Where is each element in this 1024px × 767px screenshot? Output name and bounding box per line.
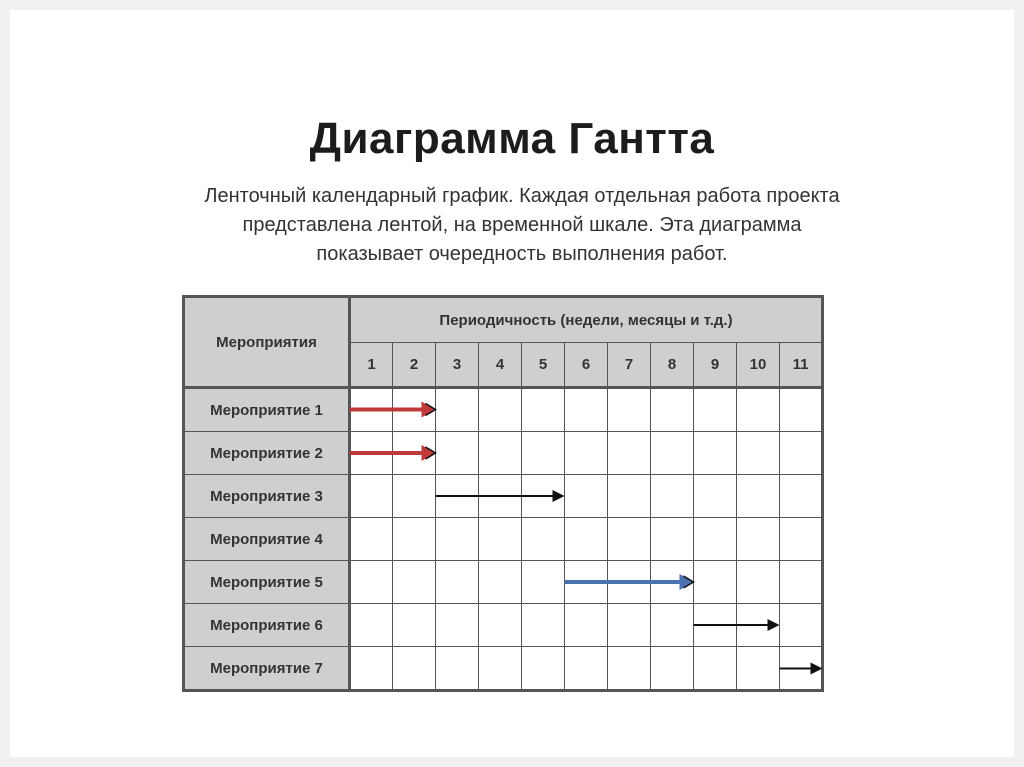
grid-cell bbox=[780, 561, 823, 604]
period-number: 10 bbox=[737, 343, 780, 388]
activity-label: Мероприятие 3 bbox=[184, 475, 350, 518]
activity-label: Мероприятие 1 bbox=[184, 388, 350, 432]
grid-cell bbox=[350, 647, 393, 691]
activity-label: Мероприятие 4 bbox=[184, 518, 350, 561]
period-number: 6 bbox=[565, 343, 608, 388]
table-row bbox=[184, 647, 823, 691]
grid-cell bbox=[350, 388, 393, 432]
grid-cell bbox=[651, 647, 694, 691]
grid-cell bbox=[479, 475, 522, 518]
grid-cell bbox=[436, 475, 479, 518]
gantt-body bbox=[184, 388, 823, 691]
subtitle-line-2: представлена лентой, на временной шкале. Эта диаграмма bbox=[242, 214, 802, 236]
table-row bbox=[184, 432, 823, 475]
period-number: 2 bbox=[393, 343, 436, 388]
grid-cell bbox=[350, 561, 393, 604]
grid-cell bbox=[780, 388, 823, 432]
table-row bbox=[184, 604, 823, 647]
grid-cell bbox=[737, 604, 780, 647]
grid-cell bbox=[737, 432, 780, 475]
grid-cell bbox=[522, 561, 565, 604]
subtitle-line-3: показывает очередность выполнения работ. bbox=[316, 243, 728, 265]
grid-cell bbox=[565, 388, 608, 432]
grid-cell bbox=[565, 604, 608, 647]
grid-cell bbox=[694, 432, 737, 475]
grid-cell bbox=[608, 561, 651, 604]
slide bbox=[10, 10, 1014, 757]
grid-cell bbox=[565, 432, 608, 475]
grid-cell bbox=[780, 647, 823, 691]
period-header: Периодичность (недели, месяцы и т.д.) bbox=[350, 297, 823, 343]
grid-cell bbox=[694, 388, 737, 432]
grid-cell bbox=[651, 604, 694, 647]
period-number: 8 bbox=[651, 343, 694, 388]
grid-cell bbox=[651, 561, 694, 604]
grid-cell bbox=[436, 518, 479, 561]
slide-title: Диаграмма Гантта bbox=[309, 114, 715, 163]
grid-cell bbox=[436, 647, 479, 691]
grid-cell bbox=[479, 388, 522, 432]
period-number: 5 bbox=[522, 343, 565, 388]
grid-cell bbox=[393, 561, 436, 604]
table-row bbox=[184, 388, 823, 432]
grid-cell bbox=[522, 604, 565, 647]
grid-cell bbox=[737, 518, 780, 561]
period-number: 11 bbox=[780, 343, 823, 388]
grid-cell bbox=[479, 647, 522, 691]
grid-cell bbox=[393, 432, 436, 475]
period-number: 7 bbox=[608, 343, 651, 388]
grid-cell bbox=[522, 388, 565, 432]
table-row bbox=[184, 475, 823, 518]
grid-cell bbox=[651, 388, 694, 432]
grid-cell bbox=[608, 604, 651, 647]
header-row bbox=[184, 297, 823, 343]
grid-cell bbox=[436, 432, 479, 475]
activity-label: Мероприятие 7 bbox=[184, 647, 350, 691]
grid-cell bbox=[651, 475, 694, 518]
grid-cell bbox=[436, 604, 479, 647]
grid-cell bbox=[694, 647, 737, 691]
grid-cell bbox=[479, 604, 522, 647]
grid-cell bbox=[780, 432, 823, 475]
grid-cell bbox=[565, 518, 608, 561]
grid-cell bbox=[436, 561, 479, 604]
grid-cell bbox=[737, 475, 780, 518]
grid-cell bbox=[565, 561, 608, 604]
grid-cell bbox=[737, 647, 780, 691]
subtitle-line-1: Ленточный календарный график. Каждая отдельная работа проекта bbox=[204, 185, 840, 207]
activity-label: Мероприятие 5 bbox=[184, 561, 350, 604]
grid-cell bbox=[393, 604, 436, 647]
grid-cell bbox=[522, 432, 565, 475]
period-number: 4 bbox=[479, 343, 522, 388]
grid-cell bbox=[565, 647, 608, 691]
grid-cell bbox=[608, 432, 651, 475]
grid-cell bbox=[608, 518, 651, 561]
grid-cell bbox=[436, 388, 479, 432]
activity-label: Мероприятие 6 bbox=[184, 604, 350, 647]
table-row bbox=[184, 518, 823, 561]
grid-cell bbox=[522, 647, 565, 691]
table-row bbox=[184, 561, 823, 604]
grid-cell bbox=[608, 475, 651, 518]
grid-cell bbox=[479, 561, 522, 604]
grid-cell bbox=[780, 518, 823, 561]
grid-cell bbox=[393, 388, 436, 432]
gantt-table bbox=[182, 295, 824, 692]
period-number: 3 bbox=[436, 343, 479, 388]
grid-cell bbox=[737, 561, 780, 604]
grid-cell bbox=[780, 475, 823, 518]
grid-cell bbox=[522, 475, 565, 518]
grid-cell bbox=[565, 475, 608, 518]
grid-cell bbox=[393, 647, 436, 691]
grid-cell bbox=[479, 518, 522, 561]
activity-label: Мероприятие 2 bbox=[184, 432, 350, 475]
grid-cell bbox=[780, 604, 823, 647]
grid-cell bbox=[608, 647, 651, 691]
grid-cell bbox=[694, 475, 737, 518]
activities-header: Мероприятия bbox=[184, 297, 350, 388]
grid-cell bbox=[522, 518, 565, 561]
grid-cell bbox=[350, 518, 393, 561]
grid-cell bbox=[393, 475, 436, 518]
grid-cell bbox=[608, 388, 651, 432]
grid-cell bbox=[694, 518, 737, 561]
period-number: 9 bbox=[694, 343, 737, 388]
grid-cell bbox=[694, 604, 737, 647]
grid-cell bbox=[737, 388, 780, 432]
slide-subtitle bbox=[122, 182, 922, 269]
grid-cell bbox=[651, 518, 694, 561]
grid-cell bbox=[694, 561, 737, 604]
grid-cell bbox=[350, 475, 393, 518]
grid-cell bbox=[651, 432, 694, 475]
grid-cell bbox=[393, 518, 436, 561]
grid-cell bbox=[479, 432, 522, 475]
grid-cell bbox=[350, 604, 393, 647]
grid-cell bbox=[350, 432, 393, 475]
period-number: 1 bbox=[350, 343, 393, 388]
